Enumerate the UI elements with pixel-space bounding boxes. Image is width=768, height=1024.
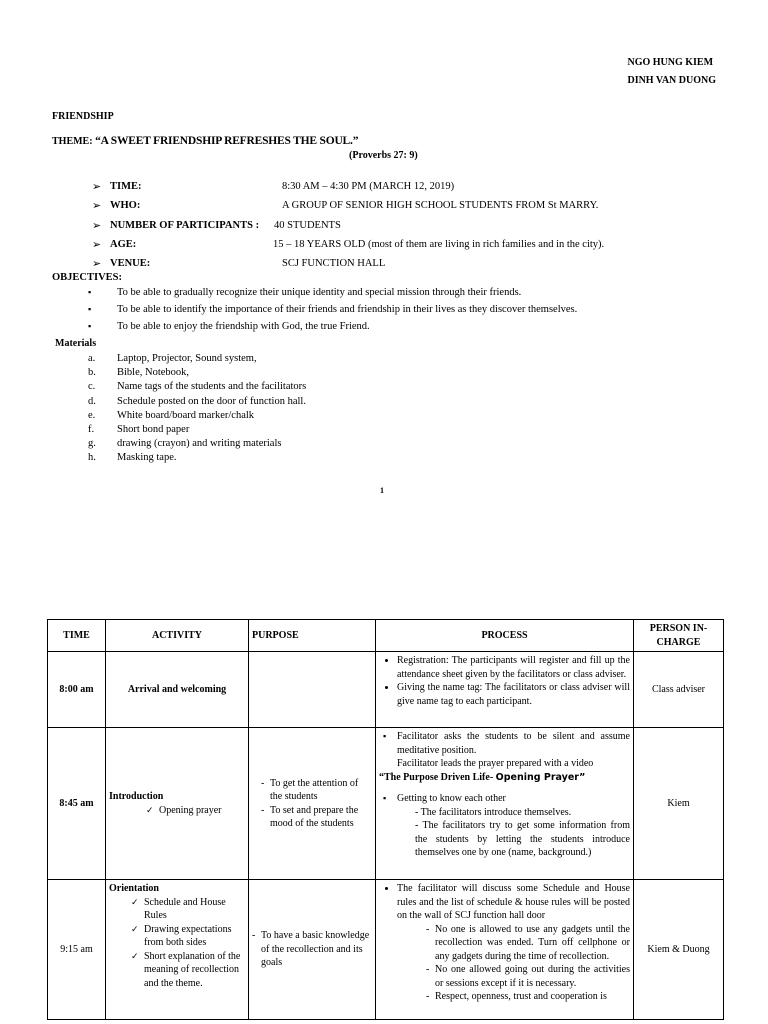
info-value: A GROUP OF SENIOR HIGH SCHOOL STUDENTS FROM St MARRY. (282, 200, 599, 212)
arrow-bullet-icon: ➢ (92, 238, 102, 251)
cell-person: Class adviser (634, 652, 724, 728)
cell-time: 8:00 am (48, 652, 106, 728)
info-label: TIME: (110, 181, 142, 192)
material-key: e. (88, 409, 96, 421)
header-person: PERSON IN-CHARGE (634, 620, 724, 652)
process-video-title-b: Opening Prayer” (495, 771, 586, 783)
cell-activity: Arrival and welcoming (106, 652, 249, 728)
arrow-bullet-icon: ➢ (92, 181, 102, 193)
cell-time: 9:15 am (48, 880, 106, 1020)
cell-person: Kiem (634, 728, 724, 880)
materials-title: Materials (55, 338, 97, 349)
activity-item: ✓ Opening prayer (159, 804, 245, 818)
schedule-table (47, 619, 724, 1020)
table-row (48, 728, 724, 880)
purpose-item: - To get the attention of the students (270, 777, 372, 804)
info-value: 40 STUDENTS (274, 219, 341, 231)
cell-process (376, 880, 634, 1020)
cell-activity (106, 880, 249, 1020)
cell-person: Kiem & Duong (634, 880, 724, 1020)
material-key: b. (88, 367, 96, 379)
cell-purpose (249, 880, 376, 1020)
info-value: 8:30 AM – 4:30 PM (MARCH 12, 2019) (282, 181, 455, 192)
activity-item: ✓ Short explanation of the meaning of recollection and the theme. (144, 950, 245, 991)
process-text: - The facilitators try to get some information from the students by letting the students introduce themselves one by one (name, background.) (415, 820, 630, 858)
activity-title: Orientation (109, 883, 159, 894)
header-activity: ACTIVITY (106, 620, 249, 652)
material-text: Masking tape. (117, 452, 177, 464)
info-list (92, 180, 732, 276)
objective-item (88, 303, 728, 320)
arrow-bullet-icon: ➢ (92, 258, 102, 271)
header-time: TIME (48, 620, 106, 652)
purpose-item: - To have a basic knowledge of the recollection and its goals (261, 929, 372, 970)
material-text: drawing (crayon) and writing materials (117, 438, 282, 450)
arrow-bullet-icon: ➢ (92, 200, 102, 213)
header-purpose: PURPOSE (249, 620, 376, 652)
material-text: Bible, Notebook, (117, 367, 190, 379)
material-text: Short bond paper (117, 423, 190, 435)
process-item: • Giving the name tag: The facilitators or class adviser will give name tag to each participant. (397, 681, 630, 708)
theme-reference: (Proverbs 27: 9) (349, 150, 418, 161)
info-label: VENUE: (110, 258, 151, 270)
material-key: g. (88, 438, 96, 450)
process-text: Facilitator leads the prayer prepared with a video (397, 758, 594, 769)
cell-purpose (249, 728, 376, 880)
theme-label: THEME: (52, 136, 93, 147)
material-text: Laptop, Projector, Sound system, (117, 353, 257, 364)
cell-process (376, 728, 634, 880)
objective-text: To be able to gradually recognize their unique identity and special mission through their friends. (117, 287, 522, 298)
objective-text: To be able to enjoy the friendship with God, the true Friend. (117, 321, 370, 332)
info-value: SCJ FUNCTION HALL (282, 258, 386, 270)
cell-purpose (249, 652, 376, 728)
info-row (92, 199, 732, 218)
info-row (92, 257, 732, 276)
objective-item (88, 320, 728, 337)
cell-time: 8:45 am (48, 728, 106, 880)
authors (627, 54, 716, 90)
square-bullet-icon: ▪ (88, 304, 92, 314)
activity-item: ✓ Drawing expectations from both sides (144, 923, 245, 950)
info-value: 15 – 18 YEARS OLD (most of them are living in rich families and in the city). (273, 238, 605, 250)
process-item: ▪ Facilitator asks the students to be silent and assume meditative position. (397, 730, 630, 757)
info-row (92, 219, 732, 238)
arrow-bullet-icon: ➢ (92, 219, 102, 232)
activity-item: ✓ Schedule and House Rules (144, 896, 245, 923)
info-label: AGE: (110, 238, 137, 250)
objective-text: To be able to identify the importance of their friends and friendship in their lives as they discover themselves. (117, 304, 578, 315)
rule-item: - Respect, openness, trust and cooperation is (435, 990, 630, 1004)
process-text: - The facilitators introduce themselves. (415, 806, 572, 818)
info-label: NUMBER OF PARTICIPANTS : (110, 219, 260, 231)
cell-activity (106, 728, 249, 880)
objectives-list (88, 286, 728, 337)
material-text: Name tags of the students and the facilitators (117, 381, 307, 393)
document-heading: FRIENDSHIP (52, 111, 114, 122)
table-row (48, 880, 724, 1020)
author-name: DINH VAN DUONG (627, 75, 716, 86)
theme-line (52, 135, 358, 147)
process-item: ▪ Getting to know each other (397, 792, 630, 806)
material-text: White board/board marker/chalk (117, 409, 255, 421)
table-header-row (48, 620, 724, 652)
activity-title: Introduction (109, 791, 164, 802)
info-label: WHO: (110, 200, 141, 212)
purpose-item: - To set and prepare the mood of the students (270, 804, 372, 831)
material-key: h. (88, 452, 96, 464)
info-row (92, 238, 732, 257)
rule-item: - No one allowed going out during the activities or sessions except if it is necessary. (435, 963, 630, 990)
square-bullet-icon: ▪ (88, 287, 92, 297)
process-item: • The facilitator will discuss some Schedule and House rules and the list of schedule & house rules will be posted on the wall of SCJ function hall door (397, 882, 630, 923)
cell-process (376, 652, 634, 728)
page-number: 1 (380, 486, 384, 495)
objective-item (88, 286, 728, 303)
material-key: a. (88, 353, 96, 364)
square-bullet-icon: ▪ (88, 321, 92, 331)
rule-item: - No one is allowed to use any gadgets until the recollection was ended. Turn off cellphone or any gadgets during the time of recollection. (435, 923, 630, 964)
author-name: NGO HUNG KIEM (627, 57, 714, 68)
material-key: f. (88, 423, 95, 435)
table-row (48, 652, 724, 728)
material-key: d. (88, 395, 96, 407)
process-video-title (379, 771, 630, 785)
material-key: c. (88, 381, 96, 393)
material-text: Schedule posted on the door of function hall. (117, 395, 306, 407)
theme-title: “A SWEET FRIENDSHIP REFRESHES THE SOUL.” (95, 135, 359, 147)
objectives-title: OBJECTIVES: (52, 272, 123, 283)
info-row (92, 180, 732, 199)
process-item: • Registration: The participants will register and fill up the attendance sheet given by the facilitators or class adviser. (397, 654, 630, 681)
process-video-title-a: “The Purpose Driven Life- (379, 771, 496, 783)
header-process: PROCESS (376, 620, 634, 652)
